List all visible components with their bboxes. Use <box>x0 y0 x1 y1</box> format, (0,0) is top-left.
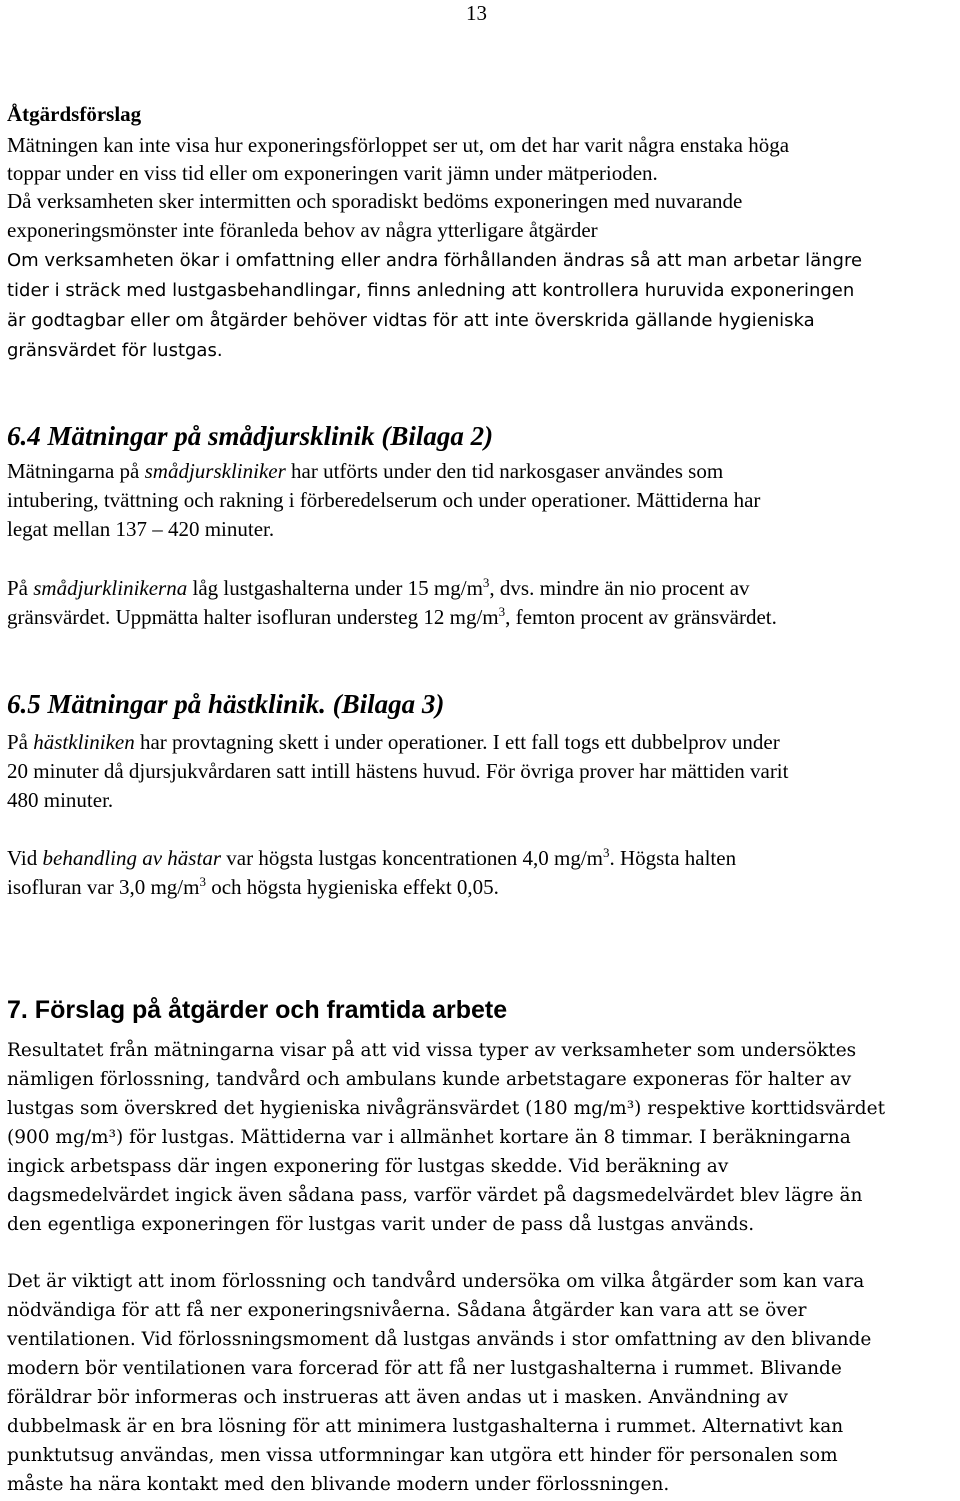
paragraph-line: 480 minuter. <box>7 788 114 812</box>
text-run: isofluran var 3,0 mg/m <box>7 875 200 899</box>
paragraph-line: toppar under en viss tid eller om exponeringen varit jämn under mätperioden. <box>7 161 658 185</box>
superscript: 3 <box>482 575 490 590</box>
italic-term: smådjurskliniker <box>144 459 286 483</box>
paragraph-line: är godtagbar eller om åtgärder behöver vidtas för att inte överskrida gällande hygieniska <box>7 310 815 331</box>
paragraph-line <box>7 457 723 486</box>
paragraph-line: modern bör ventilationen vara forcerad för att få ner lustgashalterna i rummet. Blivande <box>7 1358 842 1379</box>
paragraph-line: 20 minuter då djursjukvårdaren satt intill hästens huvud. För övriga prover har mättiden varit <box>7 759 789 783</box>
paragraph-line: Då verksamheten sker intermitten och sporadiskt bedöms exponeringen med nuvarande <box>7 189 743 213</box>
text-run: var högsta lustgas koncentrationen 4,0 mg/m <box>221 846 604 870</box>
paragraph-line: dubbelmask är en bra lösning för att minimera lustgashalterna i rummet. Alternativt kan <box>7 1416 844 1437</box>
text-run: På <box>7 730 34 754</box>
paragraph-line: föräldrar bör informeras och instrueras att även andas ut i masken. Användning av <box>7 1387 788 1408</box>
paragraph-line <box>7 603 777 632</box>
text-run: och högsta hygieniska effekt 0,05. <box>205 875 499 899</box>
paragraph-line: Om verksamheten ökar i omfattning eller andra förhållanden ändras så att man arbetar längre <box>7 250 863 271</box>
paragraph-line <box>7 728 780 757</box>
text-run: . Högsta halten <box>609 846 737 870</box>
italic-term: hästkliniken <box>33 730 135 754</box>
italic-term: smådjurklinikerna <box>33 576 188 600</box>
paragraph-line: exponeringsmönster inte föranleda behov av några ytterligare åtgärder <box>7 218 598 242</box>
paragraph-line <box>7 844 736 873</box>
paragraph-line: Det är viktigt att inom förlossning och tandvård undersöka om vilka åtgärder som kan vara <box>7 1271 865 1292</box>
paragraph-line: (900 mg/m³) för lustgas. Mättiderna var i allmänhet kortare än 8 timmar. I beräkningarna <box>7 1127 851 1148</box>
text-run: har utförts under den tid narkosgaser användes som <box>285 459 724 483</box>
text-run: Mätningarna på <box>7 459 145 483</box>
paragraph-line <box>7 574 750 603</box>
paragraph-line: intubering, tvättning och rakning i förberedelserum och under operationer. Mättiderna har <box>7 488 761 512</box>
text-run: , femton procent av gränsvärdet. <box>505 605 777 629</box>
superscript: 3 <box>603 845 610 860</box>
paragraph-line: dagsmedelvärdet ingick även sådana pass, varför värdet på dagsmedelvärdet blev lägre än <box>7 1185 863 1206</box>
paragraph-line: punktutsug användas, men vissa utformningar kan utgöra ett hinder för personalen som <box>7 1445 838 1466</box>
text-run: , dvs. mindre än nio procent av <box>489 576 750 600</box>
superscript: 3 <box>199 874 206 889</box>
text-run: På <box>7 576 34 600</box>
paragraph-line: nämligen förlossning, tandvård och ambulans kunde arbetstagare exponeras för halter av <box>7 1069 852 1090</box>
paragraph-line: lustgas som överskred det hygieniska nivågränsvärdet (180 mg/m³) respektive korttidsvärdet <box>7 1098 886 1119</box>
paragraph-line: gränsvärdet för lustgas. <box>7 340 223 361</box>
paragraph-line: Resultatet från mätningarna visar på att vid vissa typer av verksamheter som undersöktes <box>7 1040 857 1061</box>
page-number: 13 <box>466 1 487 25</box>
paragraph-line: måste ha nära kontakt med den blivande modern under förlossningen. <box>7 1474 670 1495</box>
text-run: gränsvärdet. Uppmätta halter isofluran understeg 12 mg/m <box>7 605 499 629</box>
paragraph-line: den egentliga exponeringen för lustgas varit under de pass då lustgas används. <box>7 1214 755 1235</box>
italic-term: behandling av hästar <box>42 846 221 870</box>
section-6-4-heading: 6.4 Mätningar på smådjursklinik (Bilaga 2) <box>7 421 494 451</box>
paragraph-line: ingick arbetspass där ingen exponering för lustgas skedde. Vid beräkning av <box>7 1156 729 1177</box>
text-run: har provtagning skett i under operationer. I ett fall togs ett dubbelprov under <box>134 730 780 754</box>
section-7-heading: 7. Förslag på åtgärder och framtida arbete <box>7 996 508 1024</box>
section-6-5-heading: 6.5 Mätningar på hästklinik. (Bilaga 3) <box>7 689 445 719</box>
paragraph-line: Mätningen kan inte visa hur exponeringsförloppet ser ut, om det har varit några enstaka höga <box>7 133 790 157</box>
text-run: Vid <box>7 846 43 870</box>
paragraph-line: tider i sträck med lustgasbehandlingar, finns anledning att kontrollera huruvida exponeringen <box>7 280 855 301</box>
paragraph-line <box>7 873 499 902</box>
paragraph-line: ventilationen. Vid förlossningsmoment då lustgas används i stor omfattning av den blivande <box>7 1329 872 1350</box>
paragraph-line: legat mellan 137 – 420 minuter. <box>7 517 275 541</box>
paragraph-line: nödvändiga för att få ner exponeringsnivåerna. Sådana åtgärder kan vara att se över <box>7 1300 807 1321</box>
superscript: 3 <box>498 604 506 619</box>
atgardsforslag-heading: Åtgärdsförslag <box>7 102 142 126</box>
text-run: låg lustgashalterna under 15 mg/m <box>187 576 483 600</box>
